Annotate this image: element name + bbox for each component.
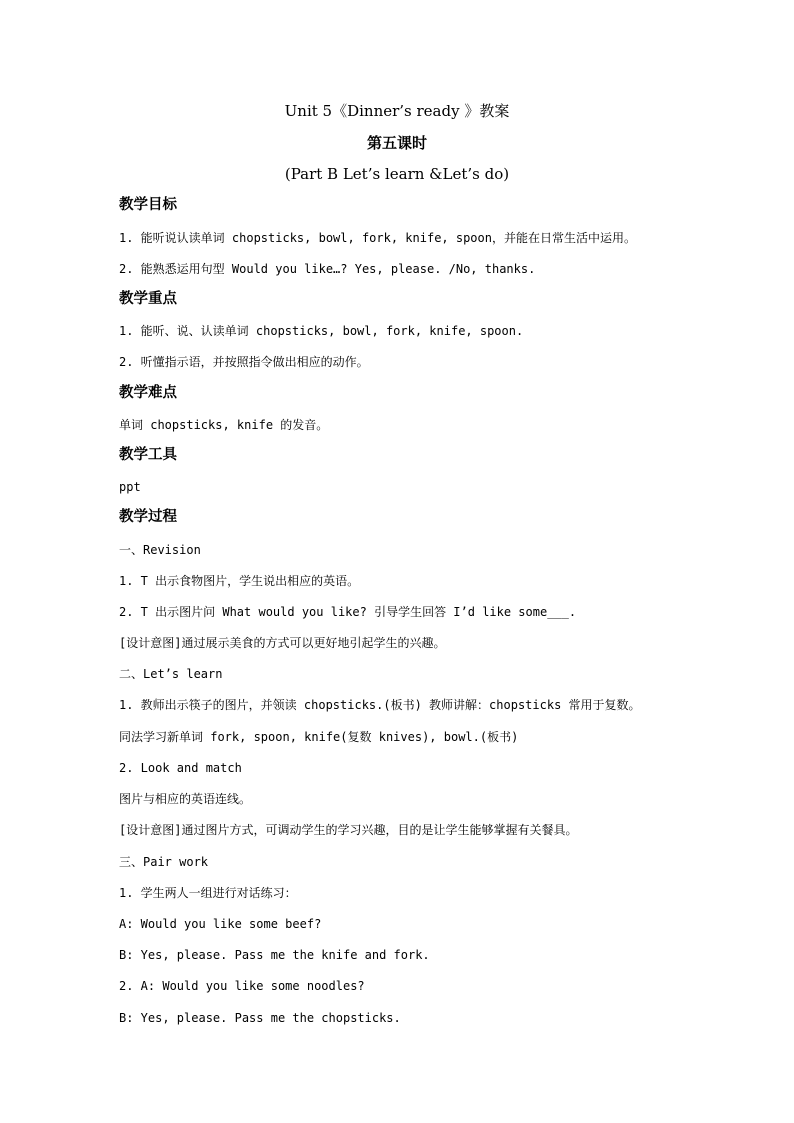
objectives-line: 1. 能听说认读单词 chopsticks, bowl, fork, knife, spoon，并能在日常生活中运用。 [119, 231, 636, 245]
objectives-heading: 教学目标 [119, 197, 177, 213]
process-line: A: Would you like some beef? [119, 917, 322, 931]
process-line: [设计意图]通过图片方式，可调动学生的学习兴趣，目的是让学生能够掌握有关餐具。 [119, 823, 578, 837]
tools-line: ppt [119, 480, 141, 494]
process-line: 1. 教师出示筷子的图片，并领读 chopsticks.(板书) 教师讲解：chopsticks 常用于复数。 [119, 698, 641, 712]
process-line: 1. 学生两人一组进行对话练习： [119, 886, 297, 900]
difficulties-heading: 教学难点 [119, 385, 177, 401]
process-line: 2. A: Would you like some noodles? [119, 979, 365, 993]
process-line: [设计意图]通过展示美食的方式可以更好地引起学生的兴趣。 [119, 636, 446, 650]
key-points-line: 2. 听懂指示语，并按照指令做出相应的动作。 [119, 355, 369, 369]
key-points-line: 1. 能听、说、认读单词 chopsticks, bowl, fork, knife, spoon. [119, 324, 524, 338]
process-line: B: Yes, please. Pass me the chopsticks. [119, 1011, 401, 1025]
process-heading: 教学过程 [119, 509, 177, 525]
objectives-line: 2. 能熟悉运用句型 Would you like…? Yes, please. /No, thanks. [119, 262, 536, 276]
document-title: Unit 5《Dinner’s ready 》教案 [284, 102, 510, 120]
process-line: 2. Look and match [119, 761, 242, 775]
process-line: 二、Let’s learn [119, 667, 223, 681]
difficulties-line: 单词 chopsticks, knife 的发音。 [119, 418, 329, 432]
process-line: 三、Pair work [119, 855, 209, 869]
lesson-part: (Part B Let’s learn &Let’s do) [284, 165, 510, 183]
key-points-heading: 教学重点 [119, 291, 177, 307]
process-line: 同法学习新单词 fork, spoon, knife(复数 knives), bowl.(板书) [119, 730, 519, 744]
process-line: 2. T 出示图片问 What would you like? 引导学生回答 I’d like some___. [119, 605, 577, 619]
process-line: 1. T 出示食物图片，学生说出相应的英语。 [119, 574, 360, 588]
process-line: B: Yes, please. Pass me the knife and fork. [119, 948, 430, 962]
lesson-number: 第五课时 [366, 134, 427, 152]
process-line: 图片与相应的英语连线。 [119, 792, 252, 806]
process-line: 一、Revision [119, 543, 201, 557]
tools-heading: 教学工具 [119, 447, 177, 463]
